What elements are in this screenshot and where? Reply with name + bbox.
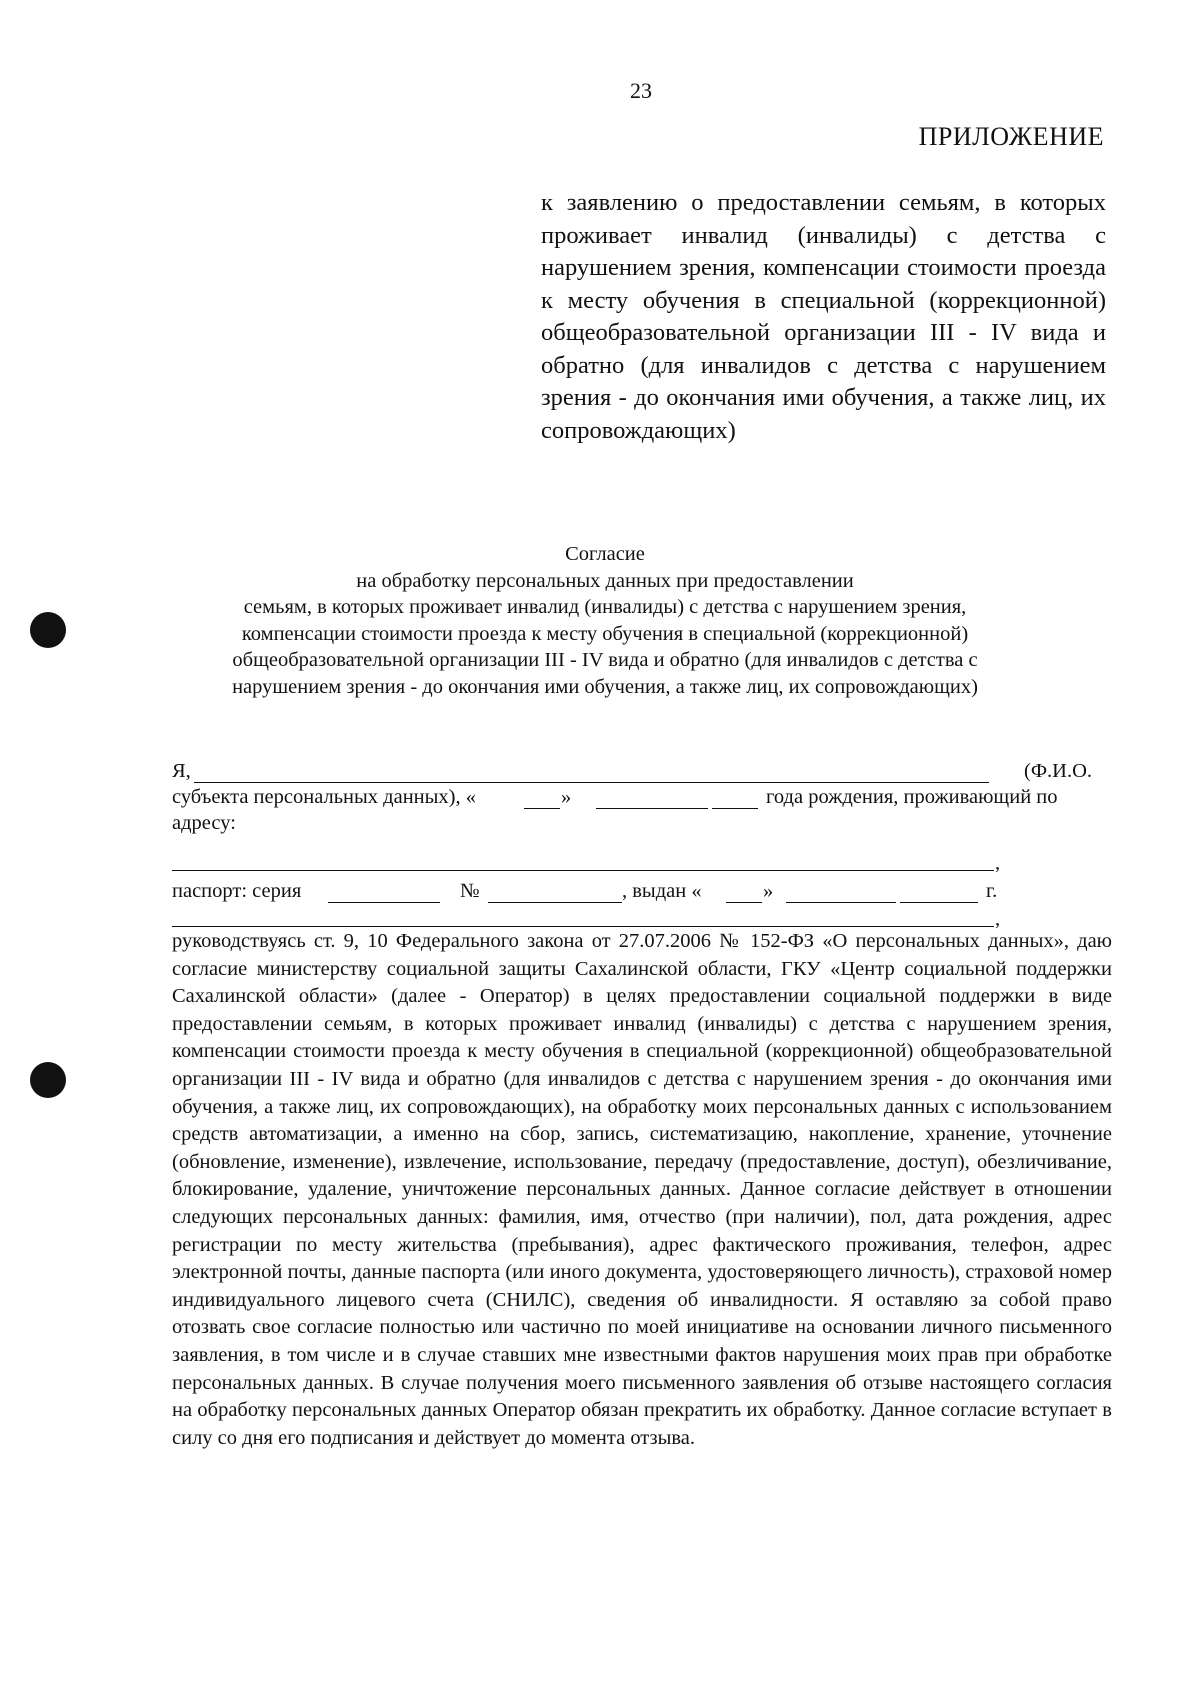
subject-label: субъекта персональных данных), « (172, 786, 476, 808)
address-comma: , (995, 852, 1001, 874)
appendix-reference: к заявлению о предоставлении семьям, в которых проживает инвалид (инвалиды) с детства с нарушением зрения, компенсации стоимости проезда к месту обучения в специальной (коррекционной) общеобразовательной организации III - IV вида и обратно (для инвалидов с детства с нарушением зрения - до окончания ими обучения, а также лиц, их сопровождающих) (541, 189, 1106, 444)
consent-heading (160, 541, 1050, 700)
issued-by-field[interactable] (172, 926, 994, 927)
consent-subtitle-line: семьям, в которых проживает инвалид (инвалиды) с детства с нарушением зрения, (243, 596, 967, 618)
passport-number-label: № (460, 880, 480, 902)
issued-label: , выдан « (622, 880, 702, 902)
ya-label: Я, (172, 760, 191, 782)
consent-body-text: руководствуясь ст. 9, 10 Федерального закона от 27.07.2006 № 152-ФЗ «О персональных данных», даю согласие министерству социальной защиты Сахалинской области, ГКУ «Центр социальной поддержки Сахалинской области» (далее - Оператор) в целях предоставлении социальной поддержки в виде предоставлении семьям, в которых проживает инвалид (инвалиды) с детства с нарушением зрения, компенсации стоимости проезда к месту обучения в специальной (коррекционной) общеобразовательной организации III - IV вида и обратно (для инвалидов с детства с нарушением зрения - до окончания ими обучения, а также лиц, их сопровождающих), на обработку моих персональных данных с использованием средств автоматизации, а именно на сбор, запись, систематизацию, накопление, хранение, уточнение (обновление, изменение), извлечение, использование, передачу (предоставление, доступ), обезличивание, блокирование, удаление, уничтожение персональных данных. Данное согласие действует в отношении следующих персональных данных: фамилия, имя, отчество (при наличии), пол, дата рождения, адрес регистрации по месту жительства (пребывания), адрес фактического проживания, телефон, адрес электронной почты, данные паспорта (или иного документа, удостоверяющего личность), страховой номер индивидуального лицевого счета (СНИЛС), сведения об инвалидности. Я оставляю за собой право отозвать свое согласие полностью или частично по моей инициативе на основании личного письменного заявления, в том числе и в случае ставших мне известными фактов нарушения моих прав при обработке персональных данных. В случае получения моего письменного заявления об отзыве настоящего согласия на обработку персональных данных Оператор обязан прекратить их обработку. Данное согласие вступает в силу со дня его подписания и действует до момента отзыва. (172, 930, 1112, 1449)
issued-month-field[interactable] (786, 902, 896, 903)
fio-label: (Ф.И.О. (1024, 760, 1093, 782)
consent-subtitle-line: общеобразовательной организации III - IV вида и обратно (для инвалидов с детства с (232, 649, 978, 671)
passport-number-field[interactable] (488, 902, 622, 903)
birth-month-field[interactable] (596, 808, 708, 809)
consent-title: Согласие (565, 543, 645, 565)
appendix-title: ПРИЛОЖЕНИЕ (918, 122, 1104, 151)
issued-by-comma: , (995, 908, 1001, 930)
issued-year-field[interactable] (900, 902, 978, 903)
punch-hole (30, 612, 66, 648)
birth-label: года рождения, проживающий по (766, 786, 1058, 808)
birth-day-field[interactable] (524, 808, 560, 809)
year-label: г. (986, 880, 998, 902)
passport-series-label: паспорт: серия (172, 880, 302, 902)
address-label: адресу: (172, 812, 236, 834)
fio-field[interactable] (194, 782, 989, 783)
passport-series-field[interactable] (328, 902, 440, 903)
consent-subtitle-line: на обработку персональных данных при предоставлении (356, 569, 854, 592)
consent-subtitle-line: компенсации стоимости проезда к месту обучения в специальной (коррекционной) (241, 622, 969, 645)
address-field[interactable] (172, 870, 994, 871)
page-number: 23 (630, 78, 652, 103)
consent-subtitle-line: нарушением зрения - до окончания ими обучения, а также лиц, их сопровождающих) (232, 675, 978, 698)
quote-close: » (763, 880, 774, 902)
issued-day-field[interactable] (726, 902, 762, 903)
quote-close: » (561, 786, 572, 808)
punch-hole (30, 1062, 66, 1098)
birth-year-field[interactable] (712, 808, 758, 809)
